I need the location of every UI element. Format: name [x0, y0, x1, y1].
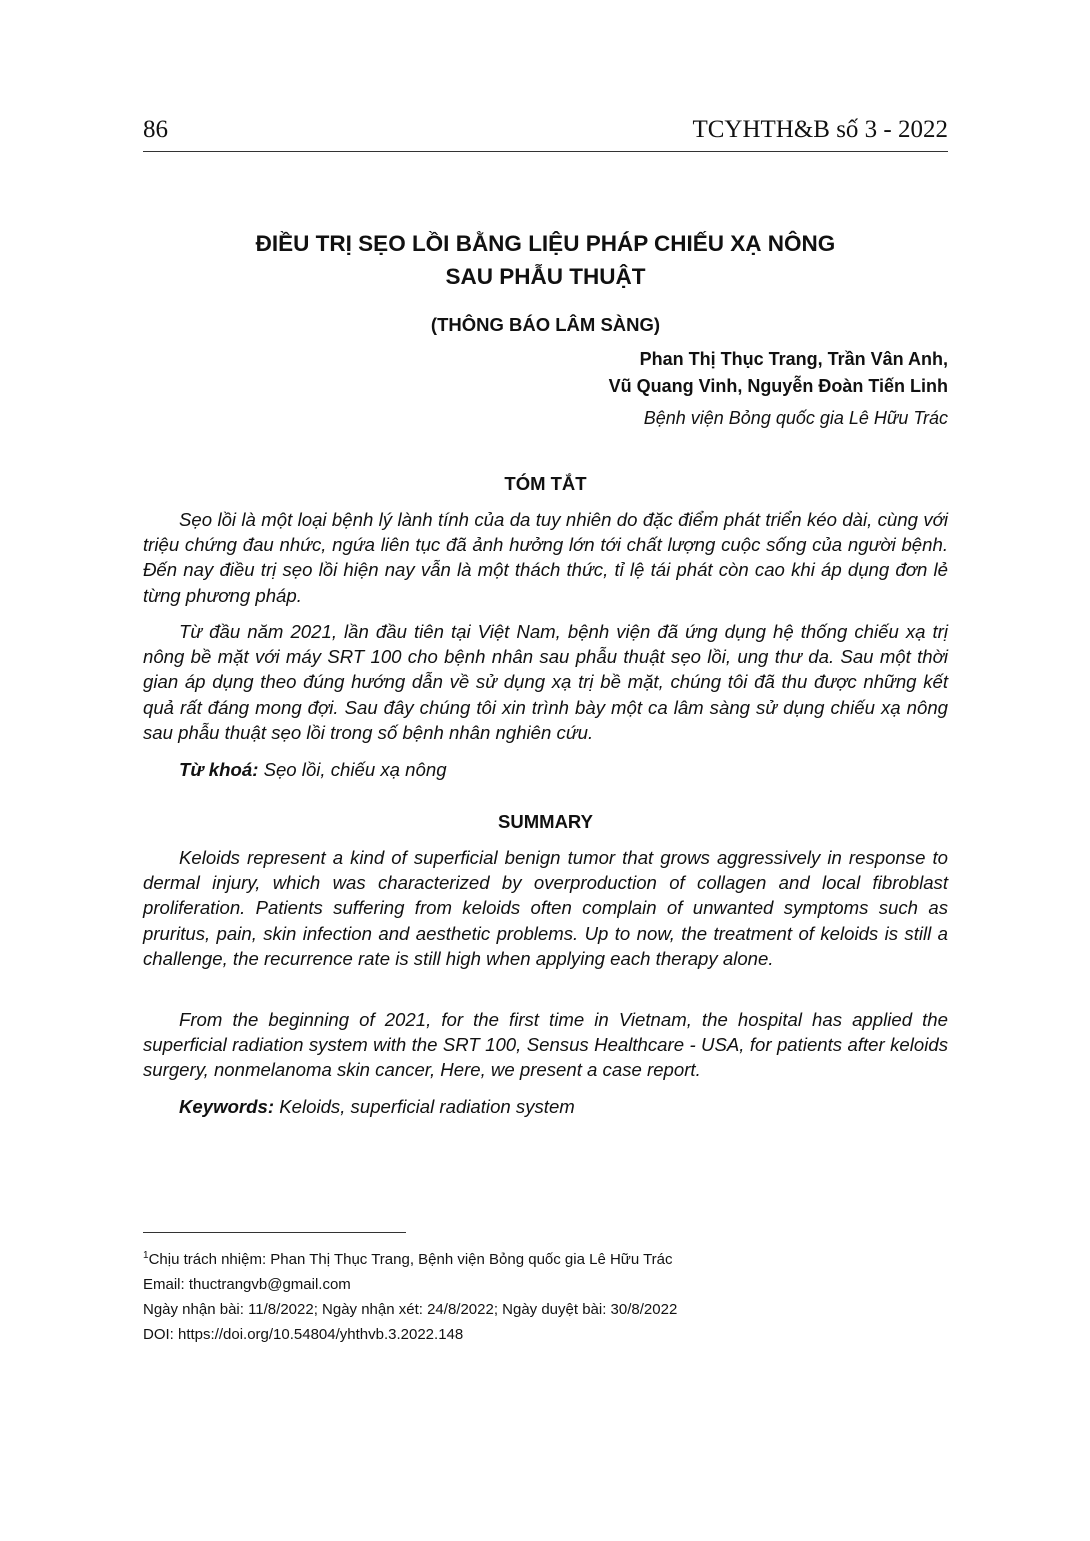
abstract-vi-paragraph-2: Từ đầu năm 2021, lần đầu tiên tại Việt Nam, bệnh viện đã ứng dụng hệ thống chiếu xạ trị nông bề mặt với máy SRT 100 cho bệnh nhân sau phẫu thuật sẹo lồi, ung thư da. Sau một thời gian áp dụng theo đúng hướng dẫn về sử dụng xạ trị bề mặt, chúng tôi đã thu được những kết quả rất đáng mong đợi. Sau đây chúng tôi xin trình bày một ca lâm sàng sử dụng chiếu xạ nông sau phẫu thuật sẹo lồi trong số bệnh nhân nghiên cứu.	[143, 621, 948, 743]
journal-issue: TCYHTH&B số 3 - 2022	[692, 116, 948, 143]
title-line-1: ĐIỀU TRỊ SẸO LỒI BẰNG LIỆU PHÁP CHIẾU XẠ NÔNG	[255, 231, 836, 256]
affiliation: Bệnh viện Bỏng quốc gia Lê Hữu Trác	[643, 408, 948, 428]
keywords-label: Từ khoá:	[179, 759, 259, 780]
header-rule	[143, 151, 948, 152]
abstract-vi-paragraph-1: Sẹo lồi là một loại bệnh lý lành tính của da tuy nhiên do đặc điểm phát triển kéo dài, cùng với triệu chứng đau nhức, ngứa liên tục đã ảnh hưởng lớn tới chất lượng cuộc sống của người bệnh. Đến nay điều trị sẹo lồi hiện nay vẫn là một thách thức, tỉ lệ tái phát còn cao khi áp dụng đơn lẻ từng phương pháp.	[143, 509, 948, 606]
footnote-dates: Ngày nhận bài: 11/8/2022; Ngày nhận xét: 24/8/2022; Ngày duyệt bài: 30/8/2022	[143, 1301, 678, 1318]
footnote-marker: 1	[143, 1250, 149, 1261]
title-line-2: SAU PHẪU THUẬT	[445, 264, 646, 289]
footnote-email[interactable]: Email: thuctrangvb@gmail.com	[143, 1276, 351, 1293]
abstract-en-keywords	[179, 1096, 575, 1118]
abstract-vi-keywords	[179, 759, 447, 781]
keywords-text: Sẹo lồi, chiếu xạ nông	[263, 759, 447, 780]
abstract-en-paragraph-1: Keloids represent a kind of superficial benign tumor that grows aggressively in response to dermal injury, which was characterized by overproduction of collagen and local fibroblast proliferation. Patients suffering from keloids often complain of unwanted symptoms such as pruritus, pain, skin infection and aesthetic problems. Up to now, the treatment of keloids is still a challenge, the recurrence rate is still high when applying each therapy alone.	[143, 847, 948, 969]
keywords-label: Keywords:	[179, 1096, 275, 1117]
authors	[609, 346, 948, 400]
footnote-rule	[143, 1232, 406, 1233]
footnote-responsible	[143, 1243, 677, 1272]
abstract-en-paragraph-2: From the beginning of 2021, for the first time in Vietnam, the hospital has applied the superficial radiation system with the SRT 100, Sensus Healthcare - USA, for patients after keloids surgery, nonmelanoma skin cancer, Here, we present a case report.	[143, 1009, 948, 1081]
footnote	[143, 1243, 677, 1347]
keywords-text: Keloids, superficial radiation system	[279, 1096, 575, 1117]
authors-line-2: Vũ Quang Vinh, Nguyễn Đoàn Tiến Linh	[608, 376, 948, 396]
authors-line-1: Phan Thị Thục Trang, Trần Vân Anh,	[639, 349, 948, 369]
article-subtitle: (THÔNG BÁO LÂM SÀNG)	[430, 314, 661, 335]
footnote-responsible-text: Chịu trách nhiệm: Phan Thị Thục Trang, Bệnh viện Bỏng quốc gia Lê Hữu Trác	[148, 1251, 673, 1268]
abstract-en-heading: SUMMARY	[498, 811, 593, 832]
page-number: 86	[143, 116, 168, 143]
abstract-vi-heading: TÓM TẮT	[504, 473, 587, 494]
footnote-doi[interactable]: DOI: https://doi.org/10.54804/yhthvb.3.2022.148	[143, 1326, 464, 1343]
article-title	[143, 227, 948, 293]
